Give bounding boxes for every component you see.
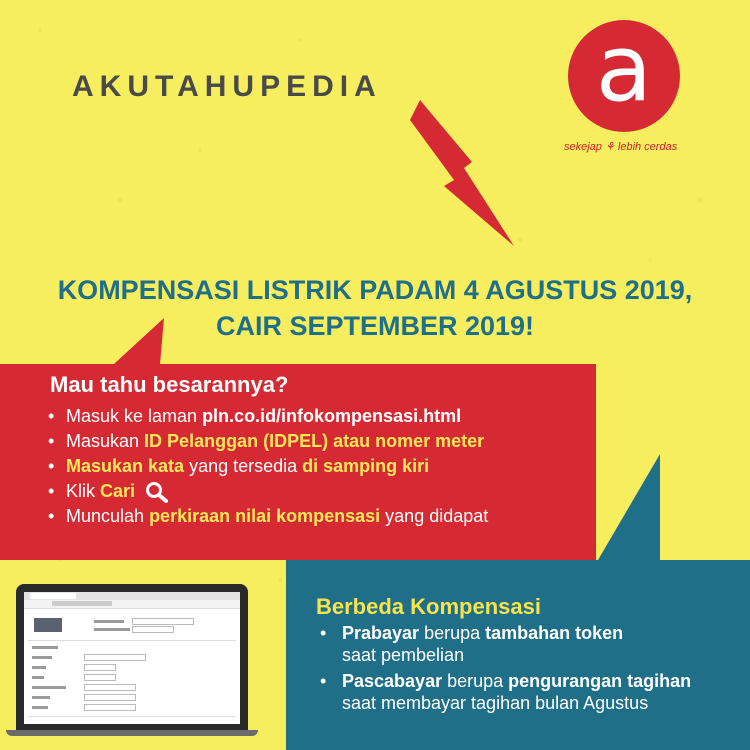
form-input	[84, 704, 136, 711]
captcha-image	[34, 618, 62, 632]
form-label	[32, 696, 50, 699]
steps-list	[48, 404, 488, 529]
step-highlight: perkiraan nilai kompensasi	[149, 506, 381, 526]
step-item	[48, 504, 488, 529]
brand-name: AKUTAHUPEDIA	[72, 70, 382, 103]
step-item	[48, 404, 488, 429]
step-text: Klik	[66, 481, 101, 501]
step-item	[48, 454, 488, 479]
difference-type: Pascabayar	[342, 671, 443, 691]
step-text: Masuk ke laman	[66, 406, 203, 426]
logo-letter: a	[595, 15, 653, 122]
brand-logo	[568, 15, 680, 132]
difference-type: Prabayar	[342, 623, 420, 643]
difference-item	[318, 670, 691, 714]
lightning-bolt-icon	[410, 100, 520, 250]
form-input	[84, 684, 136, 691]
form-input	[84, 664, 116, 671]
difference-detail: saat membayar tagihan bulan Agustus	[342, 693, 649, 713]
search-icon	[145, 481, 169, 503]
form-label	[32, 666, 46, 669]
step-text: Masukan	[66, 431, 145, 451]
headline	[0, 272, 750, 344]
form-input	[84, 674, 116, 681]
form-label	[32, 646, 58, 649]
form-label	[32, 686, 66, 689]
form-input	[84, 654, 146, 661]
headline-line-1: KOMPENSASI LISTRIK PADAM 4 AGUSTUS 2019,	[57, 275, 693, 305]
step-text: yang didapat	[380, 506, 489, 526]
step-text: yang tersedia	[184, 456, 303, 476]
differences-title: Berbeda Kompensasi	[316, 594, 541, 619]
form-label	[32, 706, 48, 709]
headline-line-2: CAIR SEPTEMBER 2019!	[215, 311, 535, 341]
form-input	[132, 626, 174, 633]
form-label	[32, 676, 44, 679]
laptop-base	[6, 730, 258, 736]
step-highlight: Masukan kata	[66, 456, 185, 476]
step-highlight: di samping kiri	[302, 456, 430, 476]
laptop-illustration	[16, 584, 248, 734]
form-input	[84, 694, 136, 701]
section-divider	[28, 716, 236, 717]
difference-benefit: tambahan token	[485, 623, 624, 643]
difference-text: berupa	[419, 623, 486, 643]
section-divider	[28, 640, 236, 641]
difference-benefit: pengurangan tagihan	[508, 671, 692, 691]
differences-list	[318, 622, 691, 718]
steps-title: Mau tahu besarannya?	[50, 372, 289, 397]
difference-detail: saat pembelian	[342, 645, 465, 665]
step-item	[48, 429, 488, 454]
form-input	[132, 618, 194, 625]
laptop-screen	[16, 584, 248, 730]
step-highlight: ID Pelanggan (IDPEL) atau nomer meter	[144, 431, 485, 451]
browser-tab	[30, 593, 76, 599]
form-label	[94, 620, 124, 623]
step-item	[48, 479, 488, 504]
difference-text: berupa	[442, 671, 509, 691]
difference-item	[318, 622, 691, 666]
form-label	[32, 656, 52, 659]
browser-tab-bar	[24, 592, 240, 600]
step-text: Munculah	[66, 506, 150, 526]
step-url: pln.co.id/infokompensasi.html	[202, 406, 462, 426]
brand-tagline: sekejap ⚘ lebih cerdas	[564, 141, 678, 153]
form-label	[94, 628, 130, 631]
browser-url	[52, 601, 112, 606]
step-highlight: Cari	[100, 481, 136, 501]
browser-window	[24, 592, 240, 724]
